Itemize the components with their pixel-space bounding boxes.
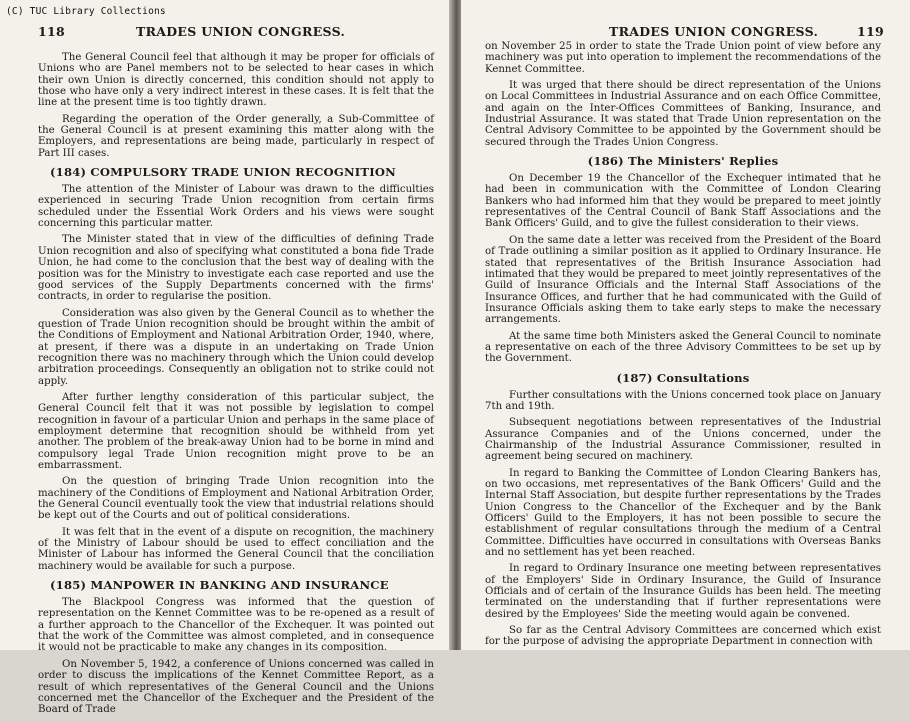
left-page — [0, 0, 453, 716]
body-paragraph: In regard to Ordinary Insurance one meeting between representatives of the Employers' Side in Ordinary Insurance, the Guild of Insurance Officials and of certain of the Insurance Guilds has been held. The meeting terminated on the understanding that if further representations were desired by the Employees' Side the meeting would again be convened. — [485, 563, 881, 620]
section-heading: (185) MANPOWER IN BANKING AND INSURANCE — [50, 578, 389, 593]
page-number: 119 — [857, 24, 884, 39]
body-paragraph: After further lengthy consideration of this particular subject, the General Council felt that it was not possible by legislation to compel recognition in favour of a particular Union and perhaps in the same place of employment determine that recognition should be withheld from yet another. The problem of the break-away Union had to be borne in mind and compulsory legal Trade Union recognition might prove to be an embarrassment. — [38, 391, 434, 471]
body-paragraph: The General Council feel that although it may be proper for officials of Unions who are Panel members not to be selected to hear cases in which their own Union is directly concerned, this condition should not apply to those who have only a very indirect interest in these cases. It is felt that the line at the present time is too tightly drawn. — [38, 52, 434, 109]
right-page-body — [485, 41, 881, 653]
right-page — [461, 0, 910, 650]
body-paragraph: So far as the Central Advisory Committees are concerned which exist for the purpose of advising the appropriate Department in connection with — [485, 625, 881, 648]
left-page-body — [38, 52, 434, 721]
body-paragraph: At the same time both Ministers asked the General Council to nominate a representative on each of the three Advisory Committees to be set up by the Government. — [485, 330, 881, 365]
collection-watermark: (C) TUC Library Collections — [6, 6, 166, 17]
body-paragraph: It was urged that there should be direct representation of the Unions on Local Committees in Industrial Assurance and on each Office Committee, and again on the Inter-Offices Committees of Banking, Insurance, and Industrial Assurance. It was stated that Trade Union representation on the Central Advisory Committee to be appointed by the Government should be secured through the Trades Union Congress. — [485, 80, 881, 148]
body-paragraph: On December 19 the Chancellor of the Exchequer intimated that he had been in communication with the Committee of London Clearing Bankers who had informed him that they would be prepared to meet jointly representatives of the Central Council of Bank Staff Associations and the Bank Officers' Guild, and to give the fullest consideration to their views. — [485, 173, 881, 230]
section-heading: (186) The Ministers' Replies — [587, 154, 779, 169]
page-number: 118 — [38, 24, 65, 39]
section-heading: (187) Consultations — [616, 370, 750, 385]
body-paragraph: Subsequent negotiations between representatives of the Industrial Assurance Companies and of the Unions concerned, under the Chairmanship of the Industrial Assurance Commissioner, resulted in agreement being secured on machinery. — [485, 417, 881, 463]
body-paragraph: Further consultations with the Unions concerned took place on January 7th and 19th. — [485, 389, 881, 412]
body-paragraph: It was felt that in the event of a dispute on recognition, the machinery of the Ministry of Labour should be used to effect conciliation and the Minister of Labour has informed the General Council that the conciliation machinery would be available for such a purpose. — [38, 526, 434, 572]
body-paragraph: Regarding the operation of the Order generally, a Sub-Committee of the General Council is at present examining this matter along with the Employers, and representations are being made, particularly in respect of Part III cases. — [38, 113, 434, 159]
body-paragraph: On the same date a letter was received from the President of the Board of Trade outlining a similar position as it applied to Ordinary Insurance. He stated that representatives of the British Insurance Association had intimated that they would be prepared to meet jointly representatives of the Guild of Insurance Officials and the Internal Staff Associations of the Insurance Offices, and further that he had communicated with the Guild of Insurance Officials asking them to take early steps to make the necessary arrangements. — [485, 234, 881, 326]
body-paragraph: The attention of the Minister of Labour was drawn to the difficulties experienced in securing Trade Union recognition from certain firms scheduled under the Essential Work Orders and his views were sought concerning this particular matter. — [38, 184, 434, 230]
body-paragraph: on November 25 in order to state the Trade Union point of view before any machinery was put into operation to implement the recommendations of the Kennet Committee. — [485, 41, 881, 75]
body-paragraph: On the question of bringing Trade Union recognition into the machinery of the Conditions of Employment and National Arbitration Order, the General Council eventually took the view that industrial relations should be kept out of the Courts and out of political considerations. — [38, 476, 434, 522]
running-head-title: TRADES UNION CONGRESS. — [136, 24, 346, 39]
body-paragraph: In regard to Banking the Committee of London Clearing Bankers has, on two occasions, met representatives of the Bank Officers' Guild and the Internal Staff Association, but despite further representations by the Trades Union Congress to the Chancellor of the Exchequer and by the Bank Officers' Guild to the Employers, it has not been possible to secure the establishment of regular consultations through the medium of a Central Committee. Difficulties have occurred in consultations with Overseas Banks and no settlement has yet been reached. — [485, 467, 881, 559]
running-head-title: TRADES UNION CONGRESS. — [609, 24, 819, 39]
body-paragraph: The Minister stated that in view of the difficulties of defining Trade Union recognition and also of specifying what constituted a bona fide Trade Union, he had come to the conclusion that the best way of dealing with the position was for the Ministry to investigate each case reported and use the good services of the Supply Departments concerned with the firms' contracts, in order to regularise the position. — [38, 234, 434, 303]
body-paragraph: The Blackpool Congress was informed that the question of representation on the Kennet Committee was to be re-opened as a result of a further approach to the Chancellor of the Exchequer. It was pointed out that the work of the Committee was almost completed, and in consequence it would not be practicable to make any changes in its composition. — [38, 597, 434, 654]
body-paragraph: Consideration was also given by the General Council as to whether the question of Trade Union recognition should be brought within the ambit of the Conditions of Employment and National Arbitration Order, 1940, where, at present, if there was a dispute in an undertaking on Trade Union recognition there was no machinery through which the Union could develop arbitration proceedings. Consequently an obligation not to strike could not apply. — [38, 307, 434, 387]
body-paragraph: On November 5, 1942, a conference of Unions concerned was called in order to discuss the implications of the Kennet Committee Report, as a result of which representatives of the General Council and the Unions concerned met the Chancellor of the Exchequer and the President of the Board of Trade — [38, 658, 434, 716]
section-heading: (184) COMPULSORY TRADE UNION RECOGNITION — [50, 165, 396, 180]
